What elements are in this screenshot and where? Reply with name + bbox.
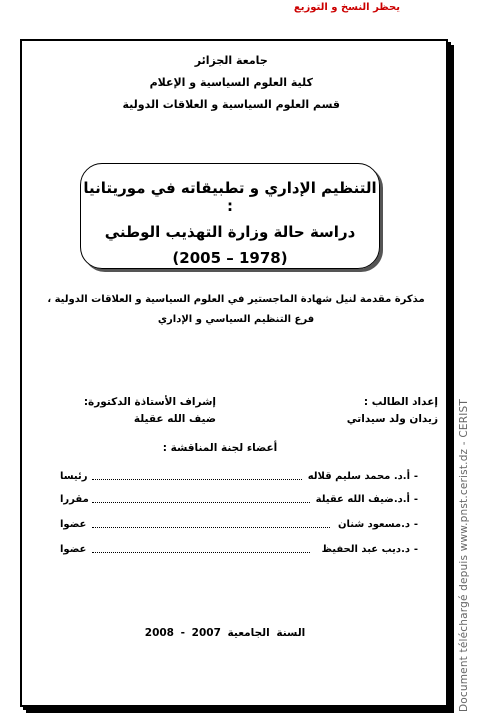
member-name: د.مسعود شنان [337, 519, 410, 530]
member-role: عضوا [60, 519, 87, 530]
department-name: قسم العلوم السياسية و العلاقات الدولية [122, 98, 340, 111]
thesis-title-line1: التنظيم الإداري و تطبيقاته في موريتانيا : [83, 179, 377, 215]
member-dash: - [413, 519, 418, 530]
member-dotted-line [92, 552, 310, 553]
prepared-by-block [347, 394, 438, 428]
prepared-by-label: إعداد الطالب : [363, 396, 438, 408]
thesis-title-box [80, 163, 380, 269]
member-name: أ.د.ضيف الله عقيلة [315, 494, 410, 505]
page-border [20, 39, 448, 707]
supervisor-name: ضيف الله عقيلة [133, 413, 216, 425]
committee-member [60, 544, 418, 560]
committee-member [60, 519, 418, 535]
committee-member [60, 494, 418, 510]
student-name: زيدان ولد سيداتي [346, 413, 438, 425]
member-dotted-line [92, 502, 310, 503]
thesis-title-line2: دراسة حالة وزارة التهذيب الوطني [104, 223, 356, 241]
supervisor-block [36, 394, 216, 428]
member-role: رئيسا [60, 471, 88, 482]
copyright-notice [294, 2, 400, 14]
memo-line1: مذكرة مقدمة لنيل شهادة الماجستير في العلوم السياسية و العلاقات الدولية ، [47, 294, 425, 305]
copyright-text: يحظر النسخ و التوزيع [293, 2, 400, 13]
member-dash: - [413, 471, 418, 482]
thesis-title-years: (1978 – 2005) [172, 249, 288, 267]
academic-year: السنة الجامعية 2007 - 2008 [144, 627, 306, 639]
memo-description [26, 290, 446, 330]
member-name: د.ديب عبد الحفيظ [321, 544, 410, 555]
member-role: عضوا [60, 544, 87, 555]
faculty-name: كلية العلوم السياسية و الإعلام [149, 76, 313, 89]
institution-block [123, 50, 341, 116]
university-name: جامعة الجزائر [194, 54, 268, 67]
member-role: مقررا [60, 494, 89, 505]
member-dotted-line [92, 479, 302, 480]
member-dotted-line [92, 527, 330, 528]
committee-member [60, 471, 418, 487]
member-name: أ.د. محمد سليم قلاله [307, 471, 410, 482]
member-dash: - [413, 494, 418, 505]
member-dash: - [413, 544, 418, 555]
supervisor-label: إشراف الأستاذة الدكتورة: [83, 396, 216, 408]
memo-line2: فرع التنظيم السياسي و الإداري [157, 314, 315, 325]
download-watermark: Document téléchargé depuis www.pnst.cerist.dz - CERIST [458, 399, 470, 712]
committee-title: أعضاء لجنة المناقشة : [162, 442, 278, 454]
